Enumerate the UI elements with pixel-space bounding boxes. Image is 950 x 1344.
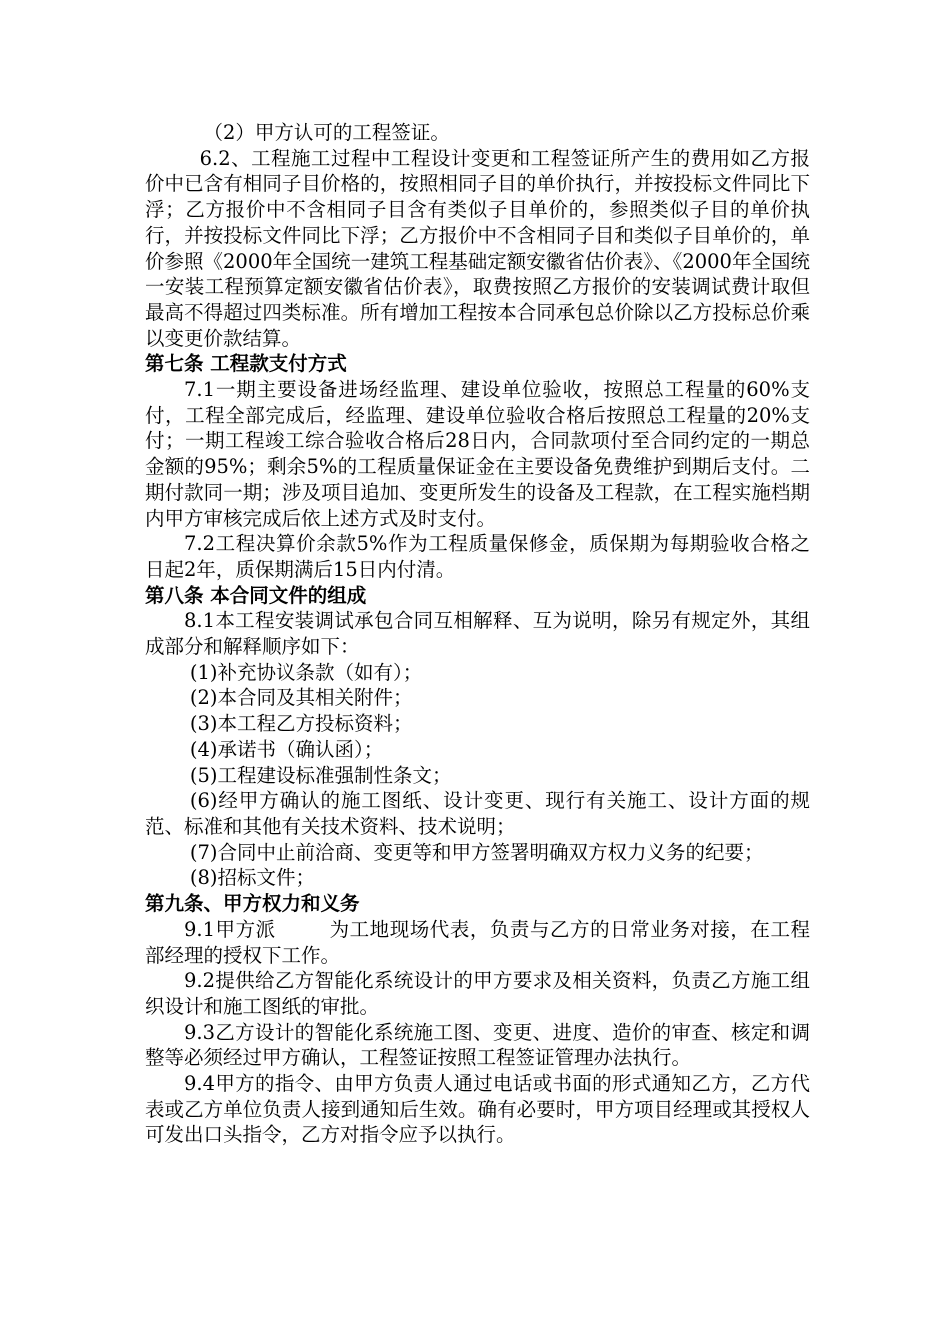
list-item: (7)合同中止前洽商、变更等和甲方签署明确双方权力义务的纪要； bbox=[189, 840, 764, 864]
list-item: (8)招标文件； bbox=[189, 866, 315, 890]
paragraph-9-1: 9.1甲方派 为工地现场代表，负责与乙方的日常业务对接，在工程部经理的授权下工作。 bbox=[145, 917, 810, 967]
section-heading-8: 第八条 本合同文件的组成 bbox=[145, 583, 367, 607]
paragraph-8-1: 8.1本工程安装调试承包合同互相解释、互为说明，除另有规定外，其组成部分和解释顺序如下： bbox=[145, 609, 810, 659]
paragraph-7-2: 7.2工程决算价余款5%作为工程质量保修金，质保期为每期验收合格之日起2年，质保期满后15日内付清。 bbox=[145, 532, 810, 581]
document-body bbox=[145, 120, 810, 1148]
section-heading-7: 第七条 工程款支付方式 bbox=[145, 352, 347, 376]
section-heading-9: 第九条、甲方权力和义务 bbox=[145, 892, 360, 916]
list-item: (3)本工程乙方投标资料； bbox=[189, 712, 413, 736]
paragraph-6-1-2: （2）甲方认可的工程签证。 bbox=[203, 121, 450, 144]
paragraph-6-2: 6.2、工程施工过程中工程设计变更和工程签证所产生的费用如乙方报价中已含有相同子目价格的，按照相同子目的单价执行，并按投标文件同比下浮；乙方报价中不含相同子目含有类似子目单价的，参照类似子目的单价执行，并按投标文件同比下浮；乙方报价中不含相同子目和类似子目单价的，单价参照《2000年全国统一建筑工程基础定额安徽省估价表》、《2000年全国统一安装工程预算定额安徽省估价表》，取费按照乙方报价的安装调试费计取但最高不得超过四类标准。所有增加工程按本合同承包总价除以乙方投标总价乘以变更价款结算。 bbox=[145, 146, 810, 350]
paragraph-7-1: 7.1一期主要设备进场经监理、建设单位验收，按照总工程量的60%支付，工程全部完成后，经监理、建设单位验收合格后按照总工程量的20%支付；一期工程竣工综合验收合格后28日内，合同款项付至合同约定的一期总金额的95%；剩余5%的工程质量保证金在主要设备免费维护到期后支付。二期付款同一期；涉及项目追加、变更所发生的设备及工程款，在工程实施档期内甲方审核完成后依上述方式及时支付。 bbox=[145, 378, 810, 530]
list-item: (5)工程建设标准强制性条文； bbox=[189, 763, 452, 787]
list-item: (6)经甲方确认的施工图纸、设计变更、现行有关施工、设计方面的规范、标准和其他有关技术资料、技术说明； bbox=[145, 789, 810, 838]
paragraph-9-3: 9.3乙方设计的智能化系统施工图、变更、进度、造价的审查、核定和调整等必须经过甲方确认，工程签证按照工程签证管理办法执行。 bbox=[145, 1020, 810, 1070]
list-item: (1)补充协议条款（如有）； bbox=[189, 660, 423, 684]
paragraph-9-4: 9.4甲方的指令、由甲方负责人通过电话或书面的形式通知乙方，乙方代表或乙方单位负责人接到通知后生效。确有必要时，甲方项目经理或其授权人可发出口头指令，乙方对指令应予以执行。 bbox=[145, 1072, 810, 1147]
paragraph-9-2: 9.2提供给乙方智能化系统设计的甲方要求及相关资料，负责乙方施工组织设计和施工图纸的审批。 bbox=[145, 969, 810, 1018]
list-item: (4)承诺书（确认函）； bbox=[189, 737, 384, 761]
list-item: (2)本合同及其相关附件； bbox=[189, 686, 413, 710]
